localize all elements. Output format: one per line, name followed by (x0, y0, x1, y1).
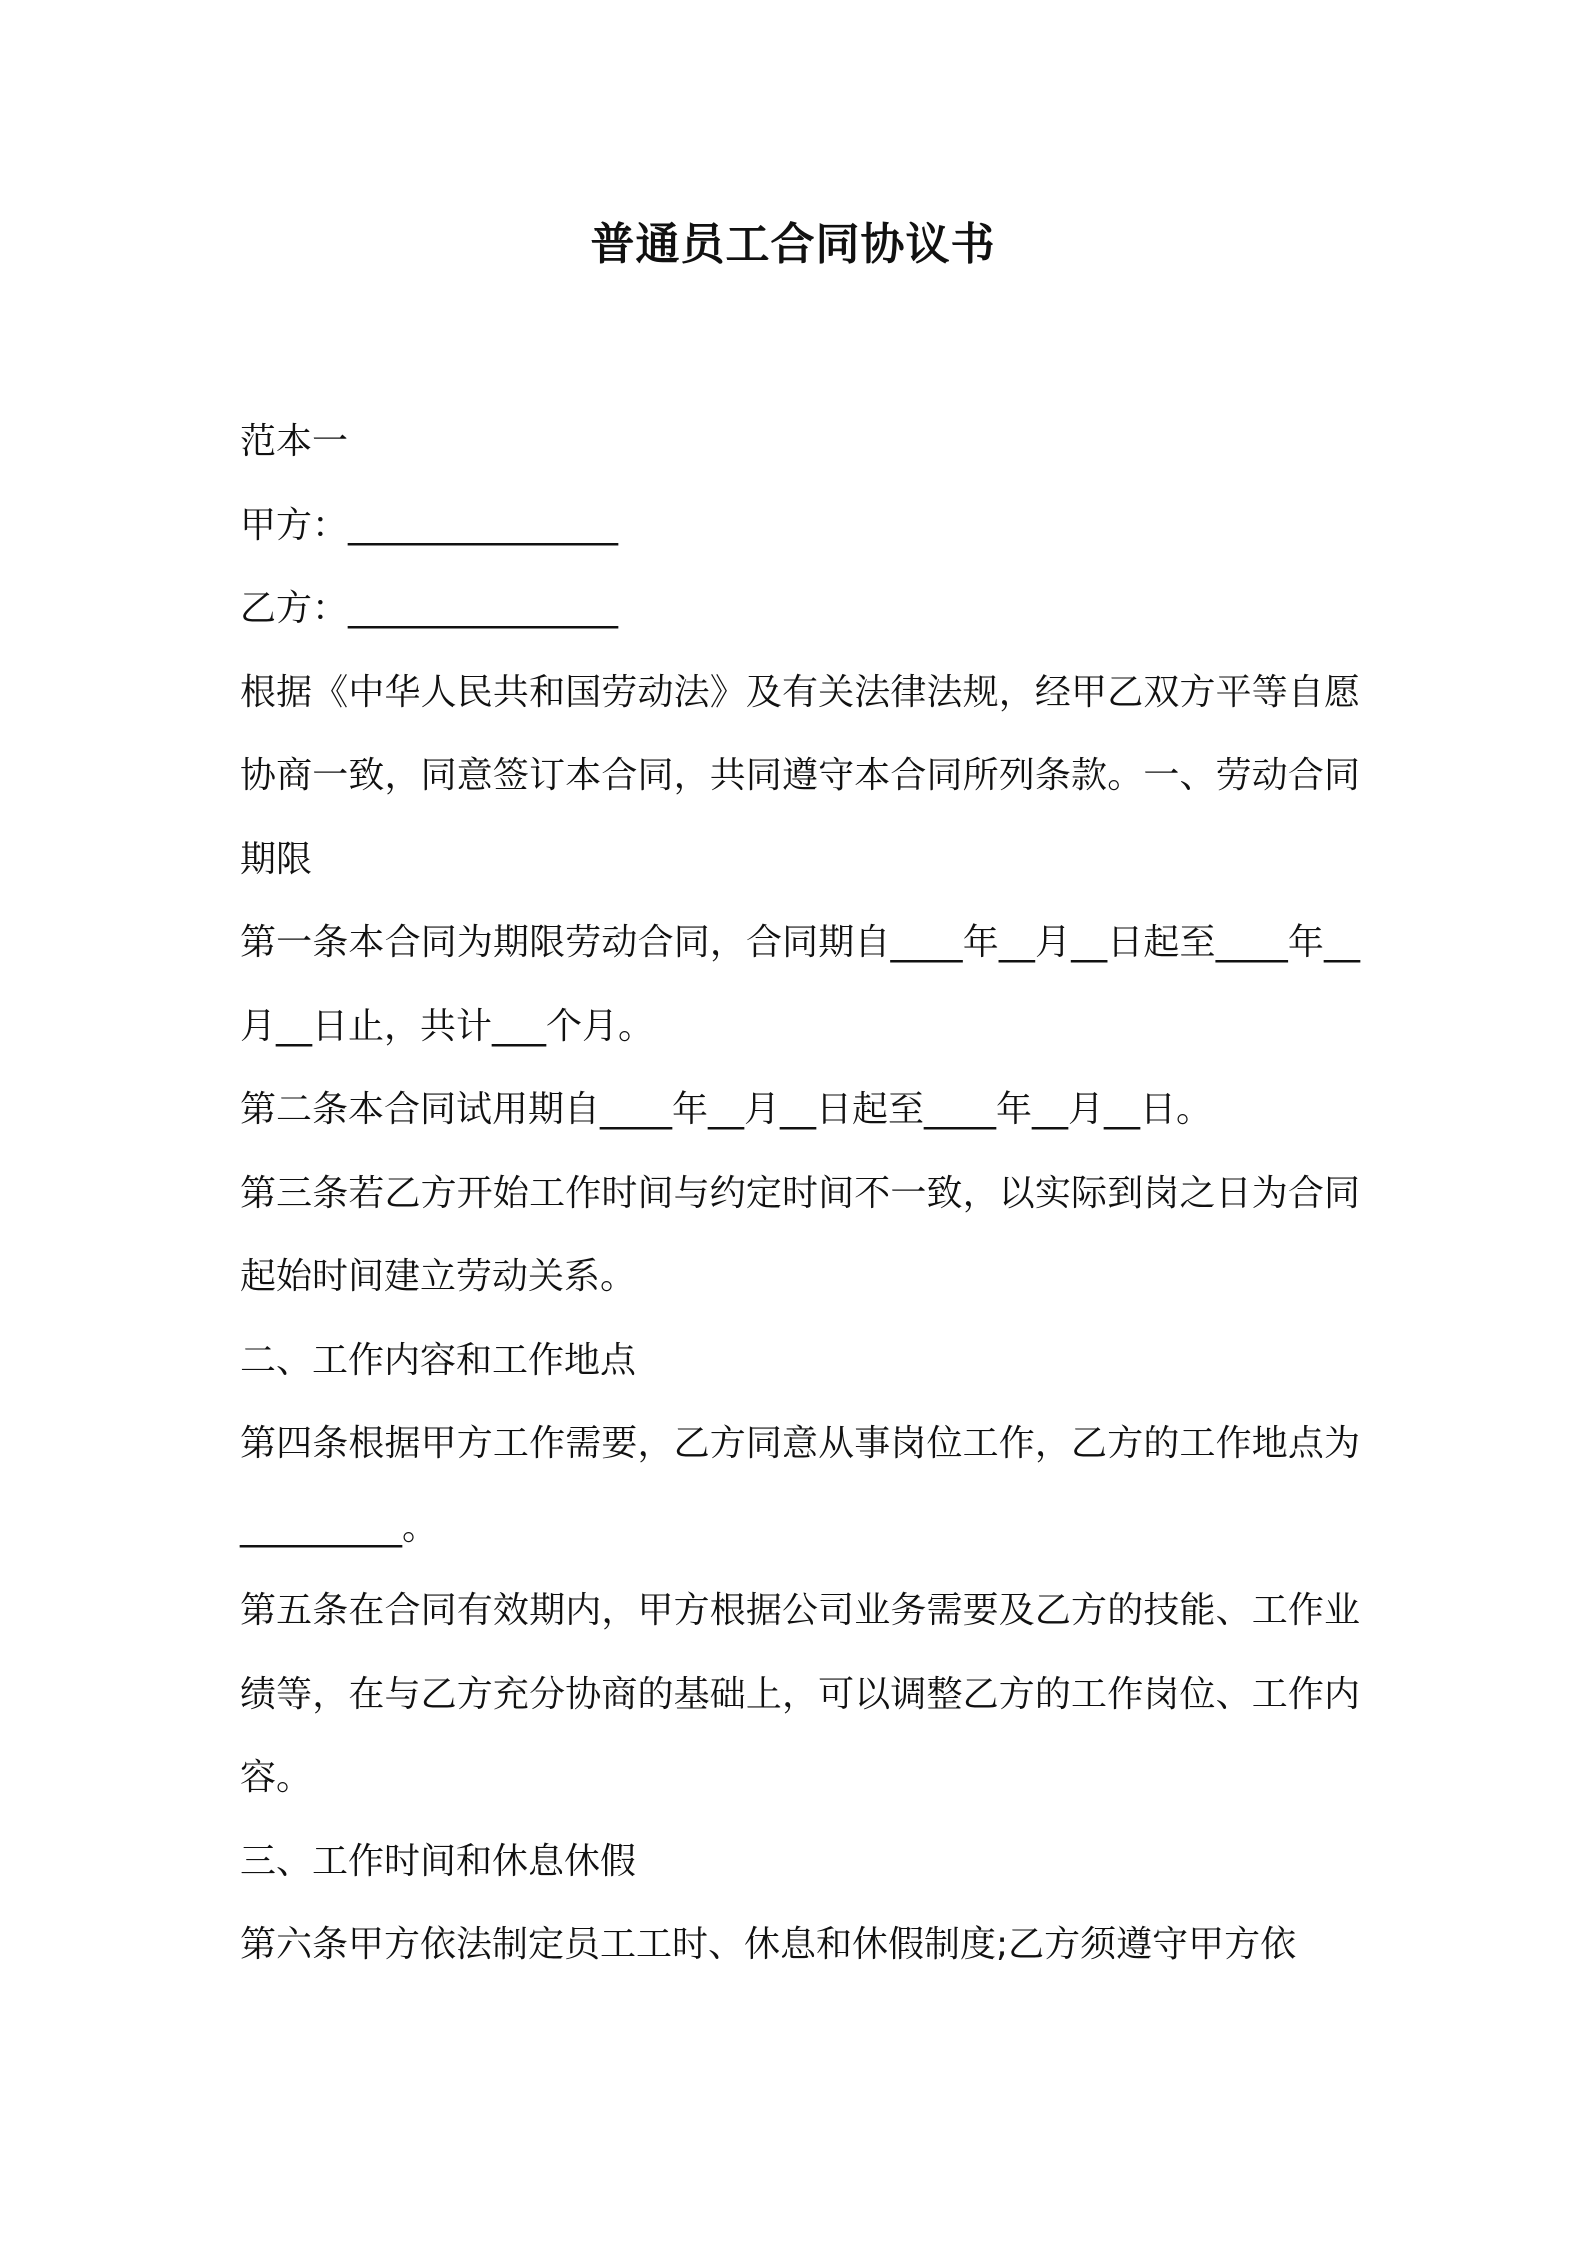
article-2: 第二条本合同试用期自____年__月__日起至____年__月__日。 (240, 1089, 1213, 1130)
section-heading-3: 三、工作时间和休息休假 (240, 1840, 637, 1882)
section-heading-2: 二、工作内容和工作地点 (240, 1339, 637, 1381)
document-title: 普通员工合同协议书 (590, 219, 996, 270)
article-3: 第三条若乙方开始工作时间与约定时间不一致，以实际到岗之日为合同起始时间建立劳动关系。 (240, 1172, 1360, 1297)
preamble-paragraph: 根据《中华人民共和国劳动法》及有关法律法规，经甲乙双方平等自愿协商一致，同意签订本合同，共同遵守本合同所列条款。一、劳动合同期限 (240, 671, 1360, 880)
party-b-line: 乙方：_______________ (240, 588, 619, 629)
article-5: 第五条在合同有效期内，甲方根据公司业务需要及乙方的技能、工作业绩等，在与乙方充分协商的基础上，可以调整乙方的工作岗位、工作内容。 (240, 1590, 1360, 1798)
party-a-line: 甲方：_______________ (240, 504, 619, 546)
article-1: 第一条本合同为期限劳动合同，合同期自____年__月__日起至____年__月__日止，共计___个月。 (240, 922, 1360, 1047)
article-4: 第四条根据甲方工作需要，乙方同意从事岗位工作，乙方的工作地点为_________。 (240, 1423, 1360, 1548)
document-body (240, 400, 1360, 1987)
sample-heading: 范本一 (240, 421, 349, 462)
article-6: 第六条甲方依法制定员工工时、休息和休假制度;乙方须遵守甲方依 (240, 1924, 1297, 1965)
